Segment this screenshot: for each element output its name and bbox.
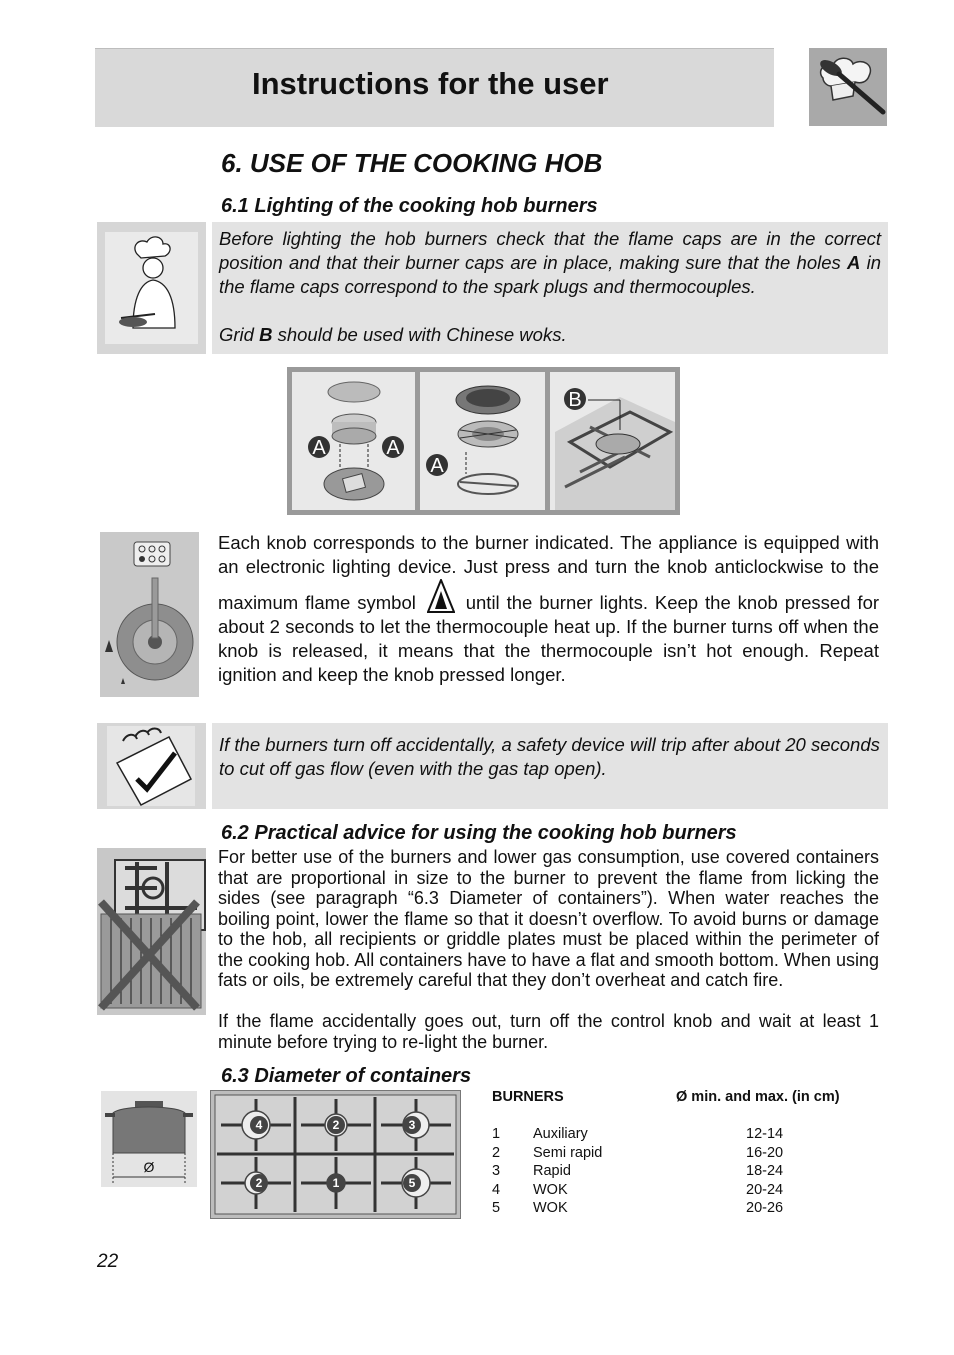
hob-burner-number: 1 <box>332 1176 340 1190</box>
hob-burner-number: 4 <box>255 1118 263 1132</box>
table-row-burner: Rapid <box>533 1163 571 1179</box>
wok-grid-panel <box>550 372 675 510</box>
control-knob-panel <box>100 532 199 697</box>
table-row-burner: WOK <box>533 1200 568 1216</box>
table-row-range: 18-24 <box>746 1163 784 1179</box>
control-knob-icon <box>100 532 199 697</box>
section-title: 6. USE OF THE COOKING HOB <box>221 148 603 178</box>
page-number: 22 <box>97 1251 119 1272</box>
note-icon-panel <box>97 723 206 809</box>
container-diameter-table <box>490 1089 870 1221</box>
hob-burner-number: 3 <box>408 1118 416 1132</box>
burner-assembly-figure <box>287 367 680 515</box>
flame-cap-exploded-panel <box>292 372 415 510</box>
table-header-burners: BURNERS <box>492 1089 564 1105</box>
hob-burner-number: 5 <box>408 1176 416 1190</box>
practical-advice-paragraph: For better use of the burners and lower gas consumption, use covered containers that are proportional in size to the burner to prevent the flame from licking the sides (see paragraph “6.3 Diameter of containers”). When water reaches the boiling point, lower the flame so that it doesn’t overflow. To avoid burns or damage to the hob, all recipients or griddle plates must be placed within the perimeter of the cooking hob. All containers have to have a flat and smooth bottom. When using fats or oils, be extremely careful that they don’t overheat and catch fire. <box>218 847 879 990</box>
flame-out-paragraph: If the flame accidentally goes out, turn off the control knob and wait at least 1 minute before trying to re-light the burner. <box>218 1011 879 1052</box>
hob-layout-figure <box>210 1090 461 1219</box>
table-row-burner: Auxiliary <box>533 1126 588 1142</box>
wok-grid-paragraph: Grid B should be used with Chinese woks. <box>219 324 567 345</box>
chef-cooking-icon <box>97 222 206 354</box>
table-row-range: 20-24 <box>746 1182 784 1198</box>
marker-a-label: A <box>312 437 326 459</box>
table-row-number: 1 <box>492 1126 501 1142</box>
table-row-range: 12-14 <box>746 1126 784 1142</box>
griddle-warning-panel <box>97 848 206 1015</box>
table-row-number: 2 <box>492 1145 501 1161</box>
notepad-checkmark-icon <box>97 723 206 809</box>
table-row-burner: Semi rapid <box>533 1145 603 1161</box>
marker-a-label-3: A <box>430 455 444 477</box>
marker-a-label-2: A <box>386 437 400 459</box>
table-row-number: 3 <box>492 1163 501 1179</box>
knob-paragraph: Each knob corresponds to the burner indicated. The appliance is equipped with an electronic lighting device. Just press and turn the knob anticlockwise to the maximum flame symbol until the burner lights. Keep the knob pressed for about 2 seconds to let the thermocouple heat up. If the burner turns off when the knob is released, it means that the thermocouple isn’t hot enough. Repeat ignition and keep the knob pressed longer. <box>218 532 880 685</box>
hob-burner-number: 2 <box>332 1118 340 1132</box>
table-row-burner: WOK <box>533 1182 568 1198</box>
marker-b-label: B <box>568 389 582 411</box>
safety-note-text: If the burners turn off accidentally, a safety device will trip after about 20 seconds to cut off gas flow (even with the gas tap open). <box>219 734 880 779</box>
table-row-range: 16-20 <box>746 1145 784 1161</box>
pot-diameter-icon <box>101 1091 197 1187</box>
pot-diameter-label: Ø <box>143 1159 155 1175</box>
lighting-paragraph: Before lighting the hob burners check that the flame caps are in the correct position and that their burner caps are in place, making sure that the holes A in the flame caps correspond to the spark plugs and thermocouples. <box>219 228 881 297</box>
max-flame-icon <box>427 579 455 613</box>
subsection-title-6-3: 6.3 Diameter of containers <box>221 1065 472 1087</box>
subsection-title-6-1: 6.1 Lighting of the cooking hob burners <box>221 195 598 217</box>
table-header-diameter: Ø min. and max. (in cm) <box>676 1089 840 1105</box>
table-row-range: 20-26 <box>746 1200 784 1216</box>
page-header-title: Instructions for the user <box>252 66 609 101</box>
table-row-number: 5 <box>492 1200 501 1216</box>
burner-on-grid-panel <box>420 372 545 510</box>
subsection-title-6-2: 6.2 Practical advice for using the cooking hob burners <box>221 822 737 844</box>
no-griddle-outside-hob-icon <box>97 848 206 1015</box>
pot-diameter-panel <box>101 1091 197 1187</box>
table-row-number: 4 <box>492 1182 501 1198</box>
hob-burner-number: 2 <box>255 1176 263 1190</box>
chef-icon-panel <box>97 222 206 354</box>
chef-hat-spoon-logo <box>809 48 887 126</box>
